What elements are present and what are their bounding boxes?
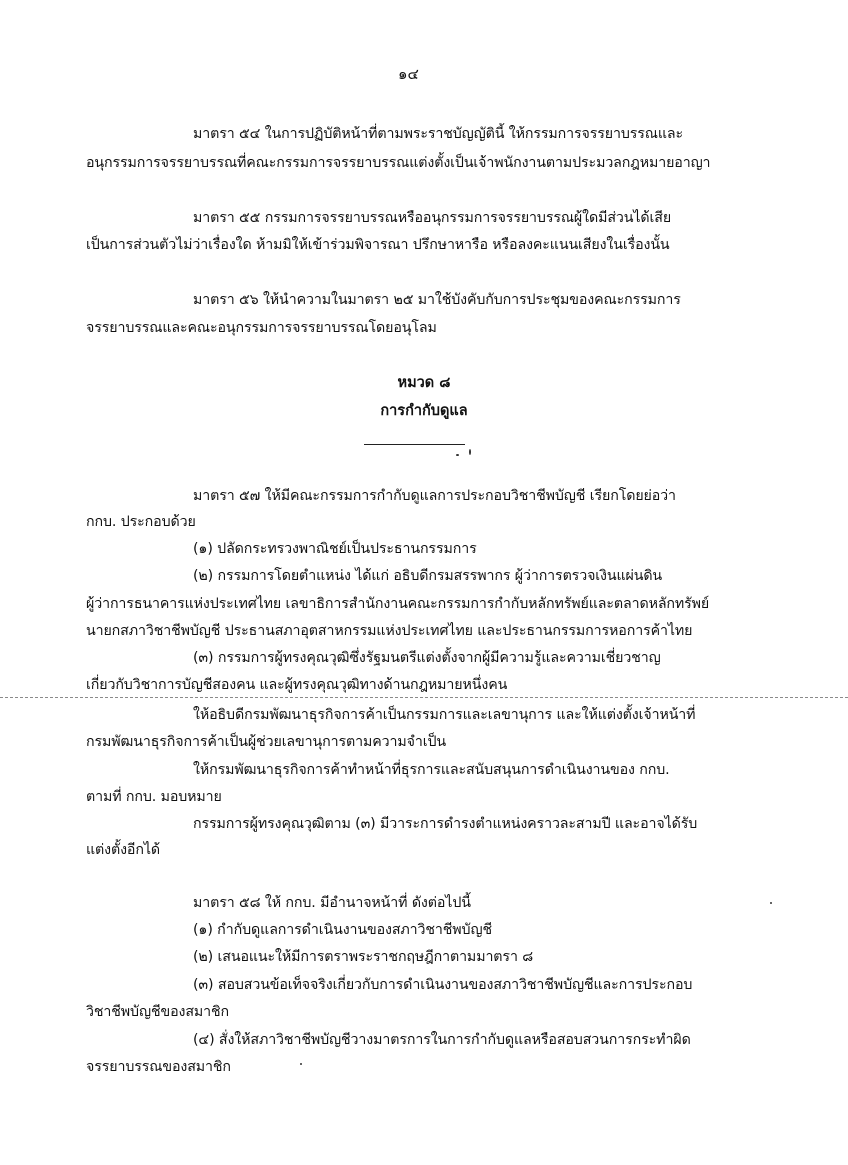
section-57-item-2-line-1: (๒) กรรมการโดยตำแหน่ง ได้แก่ อธิบดีกรมสรรพากร ผู้ว่าการตรวจเงินแผ่นดิน: [193, 568, 663, 584]
page-number: ๑๔: [398, 65, 419, 83]
section-56-line-2: จรรยาบรรณและคณะอนุกรรมการจรรยาบรรณโดยอนุโลม: [86, 320, 437, 336]
section-58-item-2: (๒) เสนอแนะให้มีการตราพระราชกฤษฎีกาตามมาตรา ๘: [193, 949, 534, 965]
section-57-para-secretary-line-1: ให้อธิบดีกรมพัฒนาธุรกิจการค้าเป็นกรรมการและเลขานุการ และให้แต่งตั้งเจ้าหน้าที่: [193, 707, 696, 723]
chapter-title: การกำกับดูแล: [380, 403, 468, 419]
section-57-para-secretary-line-2: กรมพัฒนาธุรกิจการค้าเป็นผู้ช่วยเลขานุการตามความจำเป็น: [86, 734, 447, 750]
scan-speck: [456, 454, 459, 456]
section-57-item-3-line-1: (๓) กรรมการผู้ทรงคุณวุฒิซึ่งรัฐมนตรีแต่งตั้งจากผู้มีความรู้และความเชี่ยวชาญ: [193, 650, 661, 666]
scan-speck: [300, 1063, 302, 1065]
section-58-item-3-line-1: (๓) สอบสวนข้อเท็จจริงเกี่ยวกับการดำเนินงานของสภาวิชาชีพบัญชีและการประกอบ: [193, 977, 693, 993]
section-58-line-1: มาตรา ๕๘ ให้ กกบ. มีอำนาจหน้าที่ ดังต่อไปนี้: [193, 895, 471, 911]
section-58-item-1: (๑) กำกับดูแลการดำเนินงานของสภาวิชาชีพบัญชี: [193, 922, 492, 938]
chapter-number: หมวด ๘: [397, 375, 451, 391]
section-57-line-2: กกบ. ประกอบด้วย: [86, 514, 196, 530]
section-57-para-term-line-2: แต่งตั้งอีกได้: [86, 842, 160, 858]
chapter-divider: [364, 444, 465, 445]
section-57-para-admin-line-2: ตามที่ กกบ. มอบหมาย: [86, 789, 222, 805]
section-58-item-4-line-1: (๔) สั่งให้สภาวิชาชีพบัญชีวางมาตรการในการกำกับดูแลหรือสอบสวนการกระทำผิด: [193, 1032, 691, 1048]
section-57-line-1: มาตรา ๕๗ ให้มีคณะกรรมการกำกับดูแลการประกอบวิชาชีพบัญชี เรียกโดยย่อว่า: [193, 488, 676, 504]
section-58-item-4-line-2: จรรยาบรรณของสมาชิก: [86, 1059, 231, 1075]
scan-artifact-line: [0, 697, 848, 698]
section-54-line-1: มาตรา ๕๔ ในการปฏิบัติหน้าที่ตามพระราชบัญญัตินี้ ให้กรรมการจรรยาบรรณและ: [193, 126, 684, 142]
section-55-line-1: มาตรา ๕๕ กรรมการจรรยาบรรณหรืออนุกรรมการจรรยาบรรณผู้ใดมีส่วนได้เสีย: [193, 210, 672, 226]
scan-speck: [469, 449, 471, 455]
section-56-line-1: มาตรา ๕๖ ให้นำความในมาตรา ๒๕ มาใช้บังคับกับการประชุมของคณะกรรมการ: [193, 292, 681, 308]
section-57-item-2-line-2: ผู้ว่าการธนาคารแห่งประเทศไทย เลขาธิการสำนักงานคณะกรรมการกำกับหลักทรัพย์และตลาดหลักทรัพย์: [86, 596, 710, 612]
section-58-item-3-line-2: วิชาชีพบัญชีของสมาชิก: [86, 1004, 230, 1020]
section-57-item-1: (๑) ปลัดกระทรวงพาณิชย์เป็นประธานกรรมการ: [193, 541, 477, 557]
section-54-line-2: อนุกรรมการจรรยาบรรณที่คณะกรรมการจรรยาบรรณแต่งตั้งเป็นเจ้าพนักงานตามประมวลกฎหมายอาญา: [86, 155, 711, 171]
section-57-item-2-line-3: นายกสภาวิชาชีพบัญชี ประธานสภาอุตสาหกรรมแห่งประเทศไทย และประธานกรรมการหอการค้าไทย: [86, 623, 693, 639]
scan-speck: [770, 902, 772, 904]
section-57-item-3-line-2: เกี่ยวกับวิชาการบัญชีสองคน และผู้ทรงคุณวุฒิทางด้านกฎหมายหนึ่งคน: [86, 677, 508, 693]
section-55-line-2: เป็นการส่วนตัวไม่ว่าเรื่องใด ห้ามมิให้เข้าร่วมพิจารณา ปรึกษาหารือ หรือลงคะแนนเสียงในเรื่องนั้น: [86, 237, 670, 253]
section-57-para-term-line-1: กรรมการผู้ทรงคุณวุฒิตาม (๓) มีวาระการดำรงตำแหน่งคราวละสามปี และอาจได้รับ: [193, 816, 698, 832]
section-57-para-admin-line-1: ให้กรมพัฒนาธุรกิจการค้าทำหน้าที่ธุรการและสนับสนุนการดำเนินงานของ กกบ.: [193, 762, 670, 778]
